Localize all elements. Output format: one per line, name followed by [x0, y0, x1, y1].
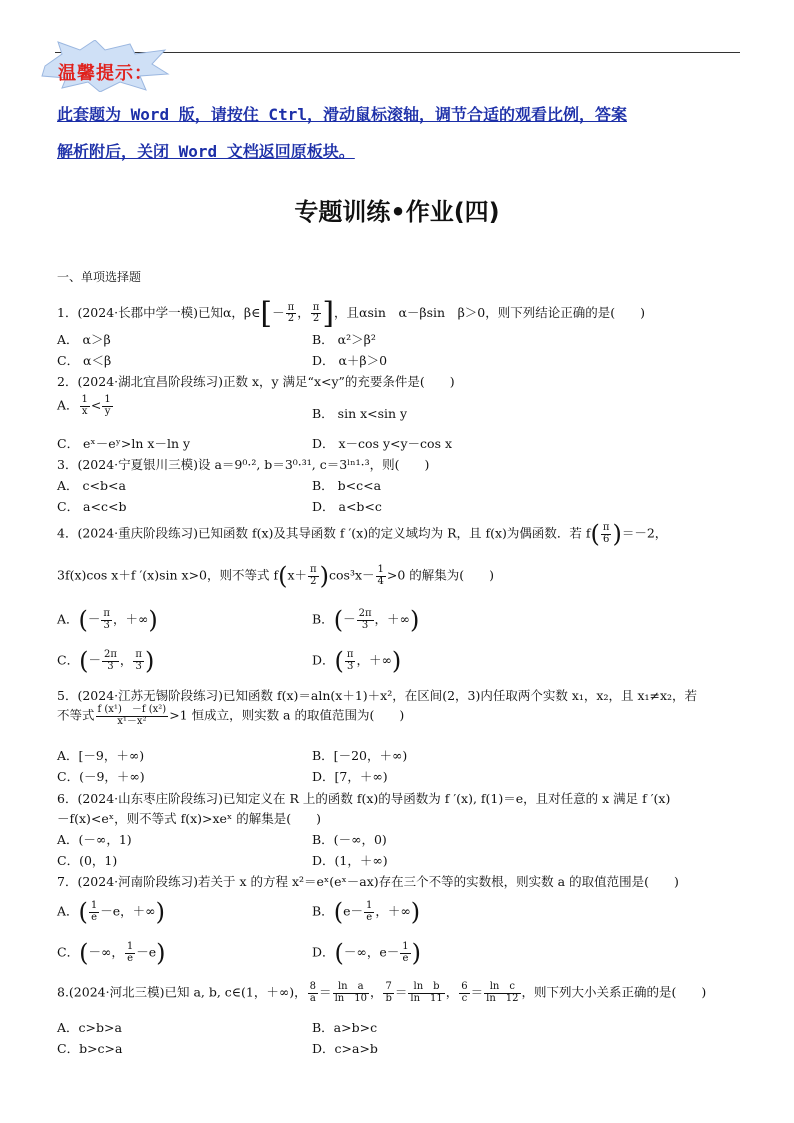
q5-option-a[interactable]: A．[－9，＋∞)	[57, 748, 145, 763]
question-7-stem: 7．(2024·河南阶段练习)若关于 x 的方程 x²＝eˣ(eˣ－ax)存在三个不等的实数根，则实数 a 的取值范围是( )	[57, 874, 679, 889]
q6-option-b[interactable]: B．(－∞，0)	[312, 832, 387, 847]
notice-line-2: 解析附后，关闭 Word 文档返回原板块。	[57, 142, 355, 161]
q4-option-b[interactable]: B．(－ $\frac{2\pi}{3}$ ，＋∞)	[312, 606, 420, 634]
q3-option-d[interactable]: D． a<b<c	[312, 499, 382, 514]
q1-option-c[interactable]: C． α＜β	[57, 353, 112, 368]
notice-line-1: 此套题为 Word 版，请按住 Ctrl，滑动鼠标滚轴，调节合适的观看比例，答案	[57, 105, 627, 124]
q8-option-c[interactable]: C．b>c>a	[57, 1041, 123, 1056]
q8-option-d[interactable]: D．c>a>b	[312, 1041, 378, 1056]
section-heading: 一、单项选择题	[57, 270, 142, 284]
q8-option-b[interactable]: B．a>b>c	[312, 1020, 378, 1035]
question-4-line-2: 3f(x)cos x＋f ′(x)sin x>0，则不等式 f(x＋ $\frac{\pi}{2}$ )cos³x－ $\frac{1}{4}$ >0 的解集为( )	[57, 562, 495, 590]
question-8-stem: 8.(2024·河北三模)已知 a, b, c∈(1，＋∞)， $\frac{8}{a}$ ＝ $\frac{\text{ln a}}{\ln 10}$ ， $\frac{7}{b}$ ＝ $\frac{\text{ln b}}{\ln 11}$ ， $\frac{6}{c}$ ＝ $\frac{\text{ln c}}{\ln 12}$ ，则下列大小关系正确的是( )	[57, 981, 707, 1004]
question-6-line-1: 6．(2024·山东枣庄阶段练习)已知定义在 R 上的函数 f(x)的导函数为 f ′(x), f(1)＝e，且对任意的 x 满足 f ′(x)	[57, 791, 671, 806]
q5-option-d[interactable]: D．[7，＋∞)	[312, 769, 388, 784]
question-5-line-1: 5．(2024·江苏无锡阶段练习)已知函数 f(x)＝aln(x＋1)＋x²，在区间(2，3)内任取两个实数 x₁，x₂，且 x₁≠x₂，若	[57, 688, 698, 703]
tip-label: 温馨提示：	[58, 63, 153, 84]
q6-option-a[interactable]: A．(－∞，1)	[57, 832, 132, 847]
q2-option-c[interactable]: C． eˣ－eʸ>ln x－ln y	[57, 436, 191, 451]
q3-option-a[interactable]: A． c<b<a	[57, 478, 126, 493]
question-6-line-2: －f(x)<eˣ，则不等式 f(x)>xeˣ 的解集是( )	[57, 811, 321, 826]
q8-option-a[interactable]: A．c>b>a	[57, 1020, 122, 1035]
q6-option-c[interactable]: C．(0，1)	[57, 853, 118, 868]
q6-option-d[interactable]: D．(1，＋∞)	[312, 853, 388, 868]
q1-option-b[interactable]: B． α²＞β²	[312, 332, 376, 347]
question-5-line-2: 不等式 $\frac{\text{f (x¹) －f (x²)}}{\text{x¹－x²}}$ >1 恒成立，则实数 a 的取值范围为( )	[57, 704, 405, 727]
q3-option-c[interactable]: C． a<c<b	[57, 499, 127, 514]
q5-option-c[interactable]: C．(－9，＋∞)	[57, 769, 145, 784]
question-1-stem: 1．(2024·长郡中学一模)已知α，β∈[－ $\frac{\pi}{2}$ ， $\frac{\pi}{2}$ ]，且αsin α－βsin β＞0，则下列结论正确的是( )	[57, 296, 646, 331]
q7-option-c[interactable]: C．(－∞， $\frac{1}{e}$ －e)	[57, 939, 166, 967]
q7-option-a[interactable]: A．( $\frac{1}{e}$ －e，＋∞)	[57, 898, 165, 926]
question-3-stem: 3．(2024·宁夏银川三模)设 a＝9⁰·², b＝3⁰·³¹, c＝3ˡⁿ¹·³，则( )	[57, 457, 430, 472]
q1-option-a[interactable]: A． α＞β	[57, 332, 111, 347]
q3-option-b[interactable]: B． b<c<a	[312, 478, 382, 493]
question-2-stem: 2．(2024·湖北宜昌阶段练习)正数 x，y 满足“x<y”的充要条件是( )	[57, 374, 455, 389]
q5-option-b[interactable]: B．[－20，＋∞)	[312, 748, 408, 763]
q7-option-b[interactable]: B．(e－ $\frac{1}{e}$ ，＋∞)	[312, 898, 421, 926]
question-4-line-1: 4．(2024·重庆阶段练习)已知函数 f(x)及其导函数 f ′(x)的定义域均为 R，且 f(x)为偶函数．若 f( $\frac{\pi}{6}$ )＝－2，	[57, 520, 668, 548]
q7-option-d[interactable]: D．(－∞，e－ $\frac{1}{e}$ )	[312, 939, 421, 967]
q2-option-b[interactable]: B． sin x<sin y	[312, 406, 408, 421]
q2-option-a[interactable]: A． $\frac{1}{x}$ < $\frac{1}{y}$	[57, 394, 111, 417]
q4-option-a[interactable]: A．(－ $\frac{\pi}{3}$ ，＋∞)	[57, 606, 158, 634]
page-title: 专题训练•作业(四)	[294, 198, 500, 226]
q4-option-d[interactable]: D．( $\frac{\pi}{3}$ ，＋∞)	[312, 647, 402, 675]
q4-option-c[interactable]: C．(－ $\frac{2\pi}{3}$ ， $\frac{\pi}{3}$ )	[57, 647, 155, 675]
q1-option-d[interactable]: D． α＋β＞0	[312, 353, 388, 368]
q2-option-d[interactable]: D． x－cos y<y－cos x	[312, 436, 453, 451]
